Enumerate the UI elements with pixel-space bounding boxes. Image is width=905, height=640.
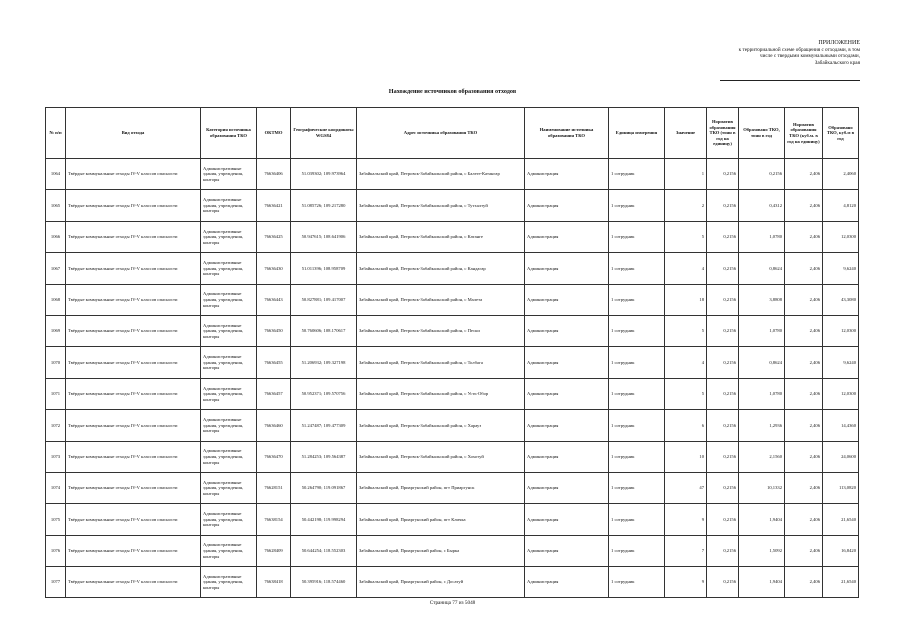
table-cell: Забайкальский край, Петровск-Забайкальский район, с Катанге [357, 221, 525, 252]
table-cell: Твёрдые коммунальные отходы IV-V классов опасности [66, 410, 201, 441]
table-cell: 76638154 [257, 504, 291, 535]
table-cell: 2,406 [785, 535, 823, 566]
table-cell: 51.206932; 109.327198 [291, 347, 357, 378]
table-cell: Твёрдые коммунальные отходы IV-V классов опасности [66, 253, 201, 284]
table-cell: Забайкальский край, Петровск-Забайкальский район, с Балеге-Катангар [357, 159, 525, 190]
column-header: Значение [665, 108, 707, 159]
table-cell: 0,2156 [707, 535, 739, 566]
column-header: Норматив образования ТКО (тонн в год на единицу) [707, 108, 739, 159]
table-cell: 50.947615; 108.641906 [291, 221, 357, 252]
table-cell: 1 сотрудник [609, 190, 665, 221]
table-cell: 1 сотрудник [609, 347, 665, 378]
table-cell: Твёрдые коммунальные отходы IV-V классов опасности [66, 441, 201, 472]
table-cell: Забайкальский край, Петровск-Забайкальский район, с Кандагар [357, 253, 525, 284]
table-cell: Административные здания, учреждения, конторы [201, 441, 257, 472]
table-cell: 76636455 [257, 347, 291, 378]
table-cell: Забайкальский край, Петровск-Забайкальский район, с Хохотуй [357, 441, 525, 472]
waste-sources-table [45, 107, 859, 598]
table-cell: Административные здания, учреждения, конторы [201, 315, 257, 346]
appendix-block [700, 40, 860, 66]
table-cell: Твёрдые коммунальные отходы IV-V классов опасности [66, 535, 201, 566]
column-header: Наименование источника образования ТКО [525, 108, 609, 159]
table-cell: 21,6540 [823, 567, 859, 598]
table-cell: Твёрдые коммунальные отходы IV-V классов опасности [66, 472, 201, 503]
table-cell: Администрация [525, 159, 609, 190]
table-cell: 51.039302; 109.973964 [291, 159, 357, 190]
table-cell: 0,2156 [707, 472, 739, 503]
table-cell: Администрация [525, 315, 609, 346]
table-cell: 2,406 [785, 567, 823, 598]
table-cell: 0,8624 [739, 347, 785, 378]
table-cell: 1 [665, 159, 707, 190]
table-cell: Администрация [525, 284, 609, 315]
table-row [46, 221, 859, 252]
table-cell: 76636450 [257, 315, 291, 346]
table-cell: 1072 [46, 410, 66, 441]
appendix-line: к территориальной схеме обращения с отходами, в том [738, 46, 860, 53]
table-cell: 1064 [46, 159, 66, 190]
table-cell: 21,6540 [823, 504, 859, 535]
table-cell: 50.760606; 108.170617 [291, 315, 357, 346]
table-cell: 1,0780 [739, 221, 785, 252]
table-cell: Административные здания, учреждения, конторы [201, 284, 257, 315]
table-cell: 4 [665, 347, 707, 378]
table-cell: Административные здания, учреждения, конторы [201, 253, 257, 284]
column-header: Норматив образования ТКО (куб.м. в год на единицу) [785, 108, 823, 159]
table-cell: 7 [665, 535, 707, 566]
table-cell: Административные здания, учреждения, конторы [201, 535, 257, 566]
table-cell: Забайкальский край, Приаргунский район, с Бырка [357, 535, 525, 566]
table-cell: 1 сотрудник [609, 315, 665, 346]
table-cell: 51.247487; 109.477309 [291, 410, 357, 441]
table-row [46, 315, 859, 346]
table-cell: 1065 [46, 190, 66, 221]
table-cell: 1069 [46, 315, 66, 346]
table-cell: 76636460 [257, 410, 291, 441]
table-cell: 76636443 [257, 284, 291, 315]
table-cell: 51.085726; 109.217280 [291, 190, 357, 221]
table-cell: 0,8624 [739, 253, 785, 284]
table-cell: 1 сотрудник [609, 221, 665, 252]
table-cell: 1 сотрудник [609, 441, 665, 472]
table-cell: Администрация [525, 347, 609, 378]
table-cell: 3,8808 [739, 284, 785, 315]
table-cell: Забайкальский край, Приаргунский район, пгт Приаргунск [357, 472, 525, 503]
table-cell: 1068 [46, 284, 66, 315]
table-cell: 2,406 [785, 378, 823, 409]
table-row [46, 190, 859, 221]
table-cell: 2,406 [785, 159, 823, 190]
table-cell: 0,2156 [707, 347, 739, 378]
table-cell: Администрация [525, 410, 609, 441]
table-cell: 76628409 [257, 535, 291, 566]
table-cell: Забайкальский край, Петровск-Забайкальский район, с Харауз [357, 410, 525, 441]
table-cell: 76628151 [257, 472, 291, 503]
table-cell: Твёрдые коммунальные отходы IV-V классов опасности [66, 378, 201, 409]
appendix-underline [720, 80, 860, 81]
table-cell: 2,406 [785, 472, 823, 503]
table-cell: Твёрдые коммунальные отходы IV-V классов опасности [66, 221, 201, 252]
table-cell: 1066 [46, 221, 66, 252]
table-cell: 5 [665, 315, 707, 346]
table-cell: 0,2156 [707, 315, 739, 346]
table-cell: 18 [665, 284, 707, 315]
table-cell: Администрация [525, 378, 609, 409]
table-cell: Забайкальский край, Петровск-Забайкальский район, с Усть-Обор [357, 378, 525, 409]
table-cell: 2,1560 [739, 441, 785, 472]
table-cell: 1071 [46, 378, 66, 409]
table-cell: 4,8120 [823, 190, 859, 221]
table-cell: 1,0780 [739, 378, 785, 409]
table-cell: Администрация [525, 190, 609, 221]
column-header: № п/п [46, 108, 66, 159]
table-cell: 50.442198; 119.998294 [291, 504, 357, 535]
column-header: Адрес источника образования ТКО [357, 108, 525, 159]
table-cell: 1 сотрудник [609, 567, 665, 598]
table-header-row [46, 108, 859, 159]
table-cell: 76638418 [257, 567, 291, 598]
table-cell: 2,406 [785, 253, 823, 284]
table-cell: 1 сотрудник [609, 159, 665, 190]
table-cell: 76636425 [257, 221, 291, 252]
table-cell: 2,406 [785, 347, 823, 378]
table-cell: Административные здания, учреждения, конторы [201, 410, 257, 441]
table-cell: 1,5092 [739, 535, 785, 566]
table-cell: 1074 [46, 472, 66, 503]
table-cell: 1075 [46, 504, 66, 535]
table-cell: 76636421 [257, 190, 291, 221]
table-cell: 10,1332 [739, 472, 785, 503]
table-cell: Административные здания, учреждения, конторы [201, 472, 257, 503]
table-cell: Твёрдые коммунальные отходы IV-V классов опасности [66, 159, 201, 190]
table-cell: 5 [665, 221, 707, 252]
table-cell: 2,406 [785, 504, 823, 535]
table-cell: 9 [665, 567, 707, 598]
table-cell: 50.827881; 109.417007 [291, 284, 357, 315]
table-cell: 0,2156 [707, 504, 739, 535]
document-title: Нахождение источников образования отходов [388, 88, 517, 95]
table-row [46, 159, 859, 190]
table-cell: 16,8420 [823, 535, 859, 566]
table-cell: Административные здания, учреждения, конторы [201, 504, 257, 535]
table-cell: 2,406 [785, 221, 823, 252]
table-cell: 1 сотрудник [609, 253, 665, 284]
table-cell: Административные здания, учреждения, конторы [201, 567, 257, 598]
table-cell: Твёрдые коммунальные отходы IV-V классов опасности [66, 567, 201, 598]
table-cell: Забайкальский край, Петровск-Забайкальский район, с Малета [357, 284, 525, 315]
table-cell: Забайкальский край, Петровск-Забайкальский район, с Толбага [357, 347, 525, 378]
table-cell: 9,6240 [823, 253, 859, 284]
table-cell: Административные здания, учреждения, конторы [201, 221, 257, 252]
table-cell: 0,4312 [739, 190, 785, 221]
table-cell: 1076 [46, 535, 66, 566]
table-cell: Забайкальский край, Приаргунский район, пгт Кличка [357, 504, 525, 535]
table-cell: Забайкальский край, Петровск-Забайкальский район, с Тутхалтуй [357, 190, 525, 221]
table-cell: Административные здания, учреждения, конторы [201, 378, 257, 409]
table-cell: 1 сотрудник [609, 535, 665, 566]
table-cell: Администрация [525, 253, 609, 284]
table-row [46, 567, 859, 598]
table-body [46, 159, 859, 598]
table-cell: 0,2156 [707, 441, 739, 472]
table-cell: 12,0300 [823, 221, 859, 252]
table-cell: 2,4060 [823, 159, 859, 190]
appendix-title: ПРИЛОЖЕНИЕ [818, 40, 860, 46]
table-cell: 0,2156 [707, 410, 739, 441]
table-cell: 2,406 [785, 441, 823, 472]
table-cell: Твёрдые коммунальные отходы IV-V классов опасности [66, 504, 201, 535]
table-cell: 1 сотрудник [609, 410, 665, 441]
table-cell: 0,2156 [739, 159, 785, 190]
table-cell: 1,2936 [739, 410, 785, 441]
table-cell: 1 сотрудник [609, 472, 665, 503]
table-cell: Забайкальский край, Петровск-Забайкальский район, с Пески [357, 315, 525, 346]
table-cell: 0,2156 [707, 221, 739, 252]
table-cell: 1 сотрудник [609, 504, 665, 535]
table-cell: 0,2156 [707, 378, 739, 409]
table-cell: 76636406 [257, 159, 291, 190]
table-cell: 12,0300 [823, 378, 859, 409]
column-header: ОКТМО [257, 108, 291, 159]
table-cell: Твёрдые коммунальные отходы IV-V классов опасности [66, 347, 201, 378]
table-cell: 0,2156 [707, 284, 739, 315]
table-row [46, 378, 859, 409]
table-cell: 50.395916; 118.574460 [291, 567, 357, 598]
table-cell: 0,2156 [707, 159, 739, 190]
table-cell: 1,9404 [739, 567, 785, 598]
table-cell: 0,2156 [707, 253, 739, 284]
table-row [46, 504, 859, 535]
table-cell: Администрация [525, 441, 609, 472]
column-header: Единица измерения [609, 108, 665, 159]
table-cell: 50.644254; 118.552303 [291, 535, 357, 566]
column-header: Образовано ТКО, куб.м в год [823, 108, 859, 159]
table-cell: 50.264790; 119.091867 [291, 472, 357, 503]
table-cell: 4 [665, 253, 707, 284]
column-header: Вид отхода [66, 108, 201, 159]
table-cell: Административные здания, учреждения, конторы [201, 159, 257, 190]
table-cell: 1 сотрудник [609, 378, 665, 409]
table-row [46, 441, 859, 472]
table-cell: Забайкальский край, Приаргунский район, с Досатуй [357, 567, 525, 598]
table-row [46, 472, 859, 503]
page-footer: Страница 77 из 5048 [429, 600, 476, 606]
appendix-line: числе с твердыми коммунальными отходами, [759, 53, 860, 60]
table-row [46, 253, 859, 284]
table-cell: 2,406 [785, 410, 823, 441]
table-cell: 14,4360 [823, 410, 859, 441]
table-cell: 24,0600 [823, 441, 859, 472]
table-cell: 113,0820 [823, 472, 859, 503]
table-row [46, 535, 859, 566]
table-cell: Административные здания, учреждения, конторы [201, 190, 257, 221]
table-cell: 51.011396; 108.958709 [291, 253, 357, 284]
table-cell: 76636430 [257, 253, 291, 284]
table-cell: Администрация [525, 567, 609, 598]
table-cell: Администрация [525, 221, 609, 252]
table-cell: 2,406 [785, 284, 823, 315]
table-cell: 6 [665, 410, 707, 441]
table-cell: Твёрдые коммунальные отходы IV-V классов опасности [66, 284, 201, 315]
table-cell: 1,9404 [739, 504, 785, 535]
table-cell: 5 [665, 378, 707, 409]
table-cell: Администрация [525, 472, 609, 503]
table-cell: 76636457 [257, 378, 291, 409]
table-row [46, 347, 859, 378]
table-cell: 0,2156 [707, 190, 739, 221]
table-cell: Администрация [525, 504, 609, 535]
table-cell: Твёрдые коммунальные отходы IV-V классов опасности [66, 190, 201, 221]
table-cell: 51.284253; 109.564387 [291, 441, 357, 472]
table-cell: 10 [665, 441, 707, 472]
column-header: Категория источника образования ТКО [201, 108, 257, 159]
table-row [46, 410, 859, 441]
column-header: Географические координаты WGS84 [291, 108, 357, 159]
table-cell: Административные здания, учреждения, конторы [201, 347, 257, 378]
table-cell: 1073 [46, 441, 66, 472]
table-cell: 12,0300 [823, 315, 859, 346]
table-cell: 1 сотрудник [609, 284, 665, 315]
appendix-line: Забайкальского края [814, 59, 860, 66]
column-header: Образовано ТКО, тонн в год [739, 108, 785, 159]
table-cell: 1070 [46, 347, 66, 378]
table-cell: 50.952371; 109.570756 [291, 378, 357, 409]
table-cell: 1077 [46, 567, 66, 598]
table-row [46, 284, 859, 315]
table-cell: 43,3080 [823, 284, 859, 315]
table-cell: 2,406 [785, 190, 823, 221]
table-cell: 76636470 [257, 441, 291, 472]
table-cell: 1,0780 [739, 315, 785, 346]
table-cell: 1067 [46, 253, 66, 284]
table-cell: Администрация [525, 535, 609, 566]
table-cell: 9,6240 [823, 347, 859, 378]
table-cell: 2 [665, 190, 707, 221]
table-cell: 2,406 [785, 315, 823, 346]
table-cell: 0,2156 [707, 567, 739, 598]
table-cell: 9 [665, 504, 707, 535]
table-cell: 47 [665, 472, 707, 503]
table-cell: Твёрдые коммунальные отходы IV-V классов опасности [66, 315, 201, 346]
